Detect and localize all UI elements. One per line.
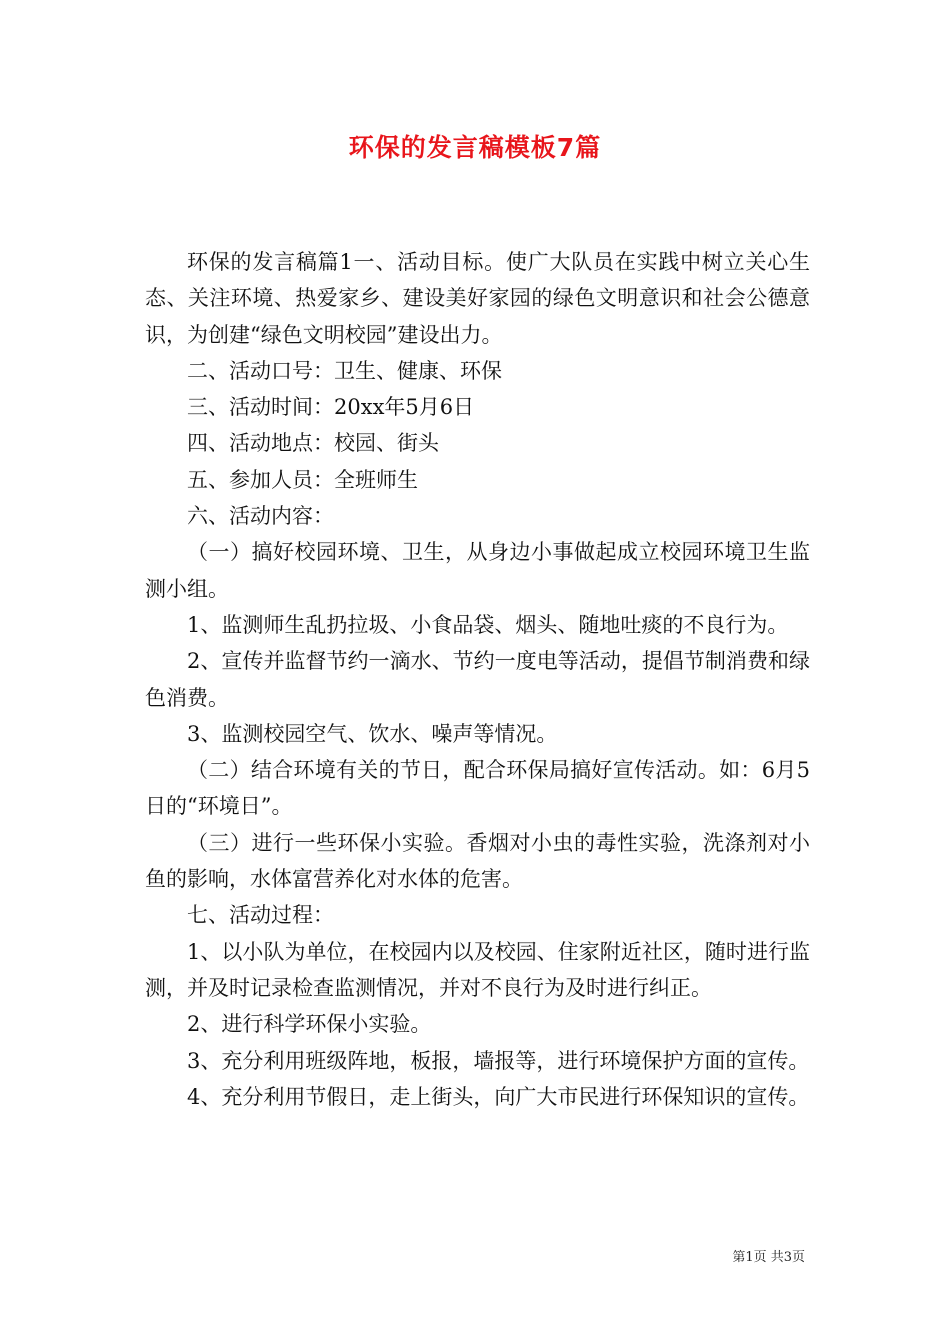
- paragraph: 2、进行科学环保小实验。: [187, 1012, 432, 1037]
- document-title: 环保的发言稿模板7篇: [348, 133, 602, 162]
- paragraph: 环保的发言稿篇1一、活动目标。使广大队员在实践中树立关心生态、关注环境、热爱家乡、建设美好家园的绿色文明意识和社会公德意识，为创建“绿色文明校园”建设出力。: [145, 250, 810, 347]
- paragraph: 三、活动时间：20xx年5月6日: [187, 395, 475, 420]
- paragraph: 七、活动过程：: [187, 903, 334, 928]
- paragraph: （二）结合环境有关的节日，配合环保局搞好宣传活动。如：6月5日的“环境日”。: [145, 758, 810, 819]
- paragraph: （一）搞好校园环境、卫生，从身边小事做起成立校园环境卫生监测小组。: [145, 540, 810, 601]
- paragraph: 1、以小队为单位，在校园内以及校园、住家附近社区，随时进行监测，并及时记录检查监测情况，并对不良行为及时进行纠正。: [145, 939, 810, 1000]
- paragraph: 4、充分利用节假日，走上街头，向广大市民进行环保知识的宣传。: [187, 1084, 810, 1109]
- paragraph: 二、活动口号：卫生、健康、环保: [187, 358, 502, 383]
- paragraph: 1、监测师生乱扔拉圾、小食品袋、烟头、随地吐痰的不良行为。: [187, 612, 789, 637]
- document-body: [145, 244, 810, 1115]
- paragraph: 3、充分利用班级阵地，板报，墙报等，进行环境保护方面的宣传。: [187, 1048, 810, 1073]
- paragraph: 六、活动内容：: [187, 504, 334, 529]
- paragraph: 四、活动地点：校园、街头: [187, 431, 439, 456]
- page-number-footer: 第1页 共3页: [732, 1250, 805, 1265]
- paragraph: 五、参加人员：全班师生: [187, 467, 418, 492]
- paragraph: 2、宣传并监督节约一滴水、节约一度电等活动，提倡节制消费和绿色消费。: [145, 649, 810, 710]
- paragraph: 3、监测校园空气、饮水、噪声等情况。: [187, 721, 558, 746]
- paragraph: （三）进行一些环保小实验。香烟对小虫的毒性实验，洗涤剂对小鱼的影响，水体富营养化对水体的危害。: [145, 830, 810, 892]
